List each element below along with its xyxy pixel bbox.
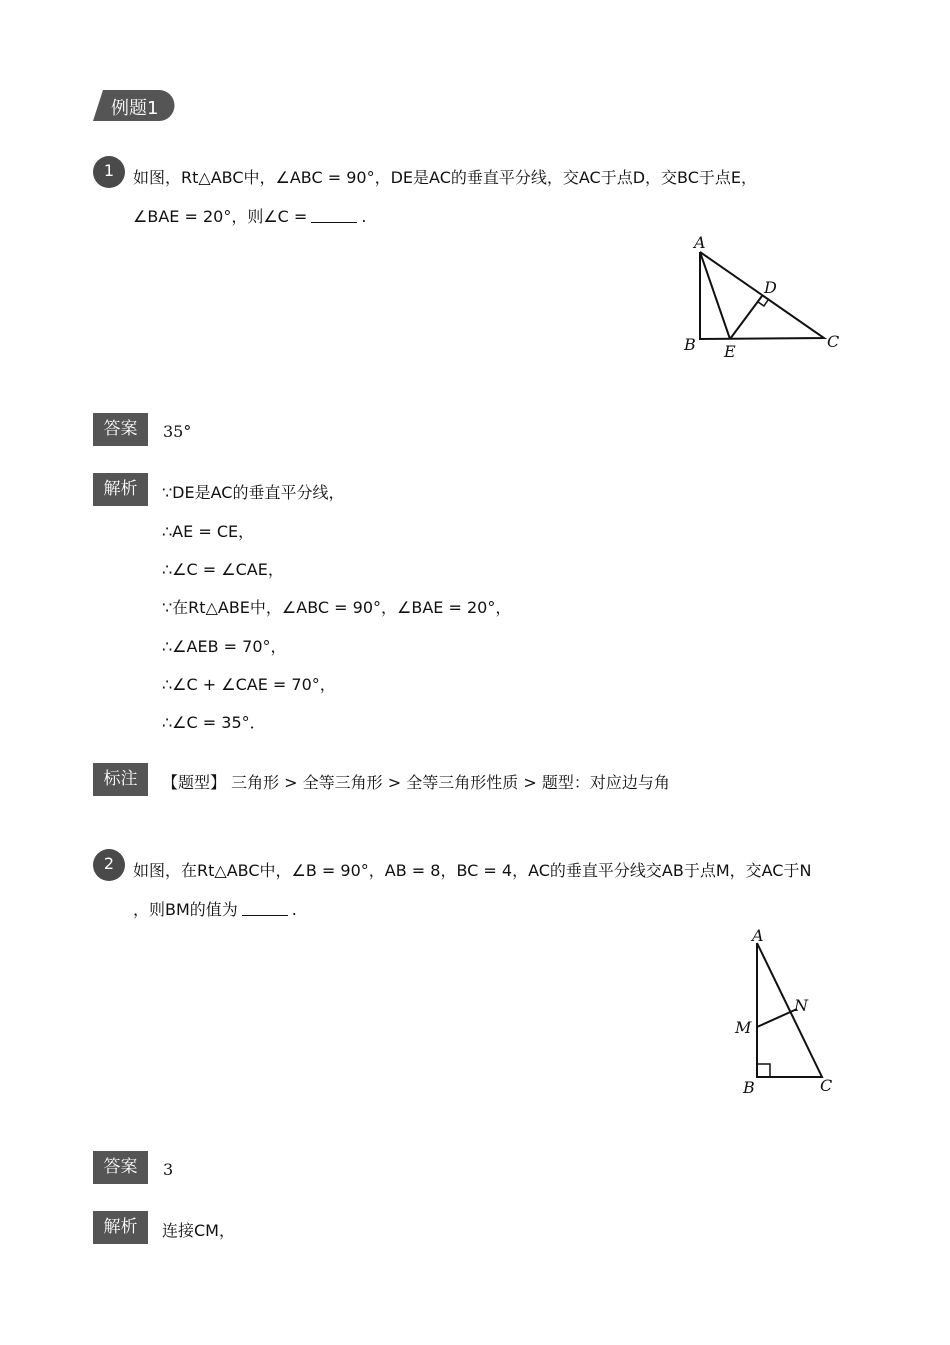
analysis-step: ∴∠C = ∠CAE， [162, 560, 284, 579]
analysis-tag: 解析 [93, 473, 148, 506]
label-C: C [820, 1076, 833, 1095]
question-number-badge: 2 [93, 849, 125, 881]
question-1-condition: ∠BAE = 20°，则∠C = [133, 207, 308, 226]
example-header [93, 90, 175, 121]
answer-blank [242, 901, 288, 916]
label-A: A [752, 926, 764, 945]
analysis-step: ∵在Rt△ABE中，∠ABC = 90°，∠BAE = 20°， [162, 598, 512, 617]
answer-value: 35° [163, 422, 192, 441]
question-1-text-line2 [133, 204, 366, 227]
label-D: D [764, 278, 777, 297]
question-1-text: 如图，Rt△ABC中，∠ABC = 90°，DE是AC的垂直平分线，交AC于点D，交BC于点E， [133, 168, 758, 187]
question-type-label: 【题型】 三角形 > 全等三角形 > 全等三角形性质 > 题型：对应边与角 [162, 773, 670, 792]
triangle-figure-1 [670, 230, 860, 360]
analysis-step: ∴∠C + ∠CAE = 70°， [162, 675, 336, 694]
analysis-tag: 解析 [93, 1211, 148, 1244]
analysis-step: ∵DE是AC的垂直平分线， [162, 483, 345, 502]
label-C: C [827, 332, 840, 351]
analysis-step: ∴∠C = 35°． [162, 713, 266, 732]
label-N: N [794, 996, 808, 1015]
analysis-step: 连接CM， [162, 1221, 235, 1240]
question-2-text-line2 [133, 897, 297, 920]
triangle-figure-2 [725, 925, 850, 1100]
answer-blank [311, 208, 357, 223]
answer-tag: 答案 [93, 413, 148, 446]
question-2-condition: ，则BM的值为 [133, 900, 238, 919]
answer-tag: 答案 [93, 1151, 148, 1184]
label-E: E [724, 342, 736, 360]
example-title: 例题1 [111, 98, 159, 119]
question-2-text: 如图，在Rt△ABC中，∠B = 90°，AB = 8，BC = 4，AC的垂直平分线交AB于点M，交AC于N [133, 861, 812, 880]
label-A: A [694, 233, 706, 252]
analysis-step: ∴AE = CE， [162, 522, 255, 541]
question-2-end: . [291, 900, 297, 919]
answer-value: 3 [163, 1160, 174, 1179]
question-1-end: . [361, 207, 367, 226]
label-B: B [743, 1078, 755, 1097]
label-B: B [684, 335, 696, 354]
label-M: M [735, 1018, 752, 1037]
question-number-badge: 1 [93, 156, 125, 188]
label-tag: 标注 [93, 763, 148, 796]
analysis-step: ∴∠AEB = 70°， [162, 637, 287, 656]
